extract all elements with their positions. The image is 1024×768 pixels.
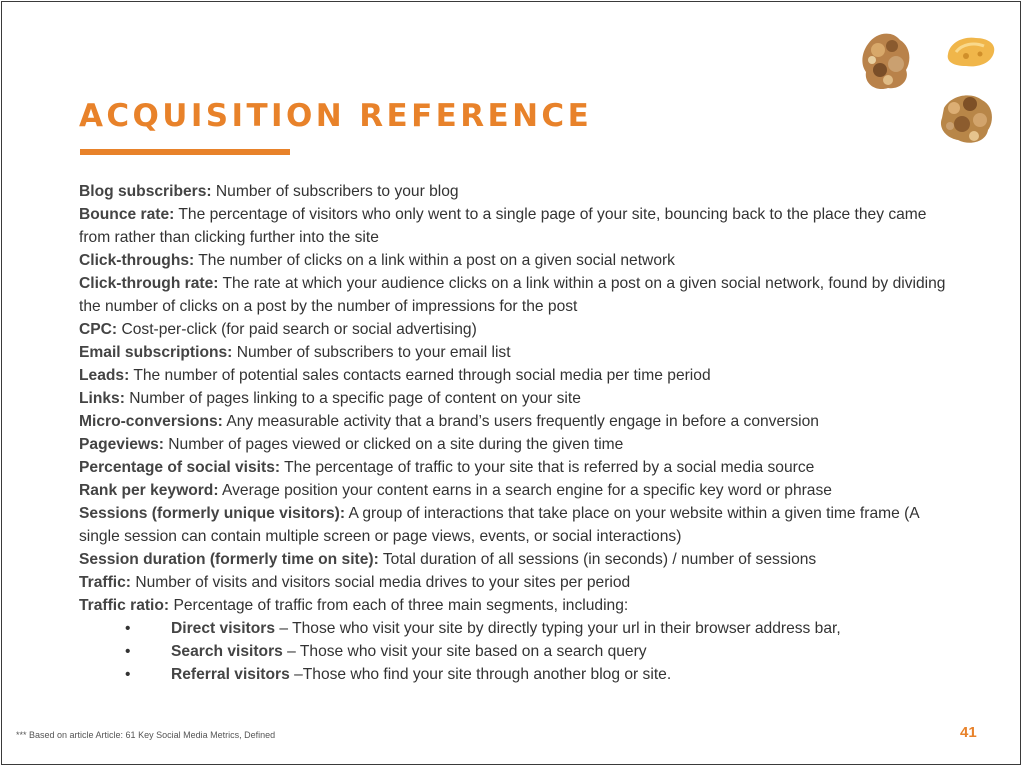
segment-term: Referral visitors <box>171 666 290 683</box>
definition-text: Number of pages linking to a specific page of content on your site <box>124 390 581 407</box>
definition-entry <box>79 479 959 502</box>
definition-text: A group of interactions that take place on your website within a given time frame (A single session can contain multiple screen or page views, events, or social interactions) <box>79 505 919 545</box>
list-item <box>79 617 959 640</box>
traffic-segments-list <box>79 617 959 686</box>
bullet-icon: • <box>125 666 131 683</box>
definition-entry <box>79 387 959 410</box>
definition-entry <box>79 203 959 249</box>
definition-text: The percentage of visitors who only went to a single page of your site, bouncing back to the place they came from rather than clicking further into the site <box>79 206 927 246</box>
definition-term: Percentage of social visits: <box>79 459 281 476</box>
definition-term: Traffic: <box>79 574 131 591</box>
definition-term: Pageviews: <box>79 436 164 453</box>
definition-text: The number of clicks on a link within a post on a given social network <box>194 252 675 269</box>
list-item <box>79 640 959 663</box>
definition-text: Number of pages viewed or clicked on a site during the given time <box>163 436 624 453</box>
definition-entry <box>79 548 959 571</box>
definition-term: Rank per keyword: <box>79 482 219 499</box>
definition-text: Cost-per-click (for paid search or social advertising) <box>117 321 477 338</box>
definition-term: Blog subscribers: <box>79 183 212 200</box>
definition-text: Number of visits and visitors social media drives to your sites per period <box>131 574 631 591</box>
definition-term: Click-through rate: <box>79 275 219 292</box>
definition-text: The rate at which your audience clicks on a link within a post on a given social network, found by dividing the number of clicks on a post by the number of impressions for the post <box>79 275 946 315</box>
page-number: 41 <box>960 724 977 741</box>
definition-entry <box>79 249 959 272</box>
definition-term: Micro-conversions: <box>79 413 223 430</box>
definition-term: Bounce rate: <box>79 206 175 223</box>
title-underline <box>80 149 290 155</box>
definition-text: Number of subscribers to your email list <box>232 344 511 361</box>
definition-text: Total duration of all sessions (in seconds) / number of sessions <box>378 551 817 568</box>
definition-entry <box>79 272 959 318</box>
definition-entry <box>79 180 959 203</box>
list-item <box>79 663 959 686</box>
segment-term: Search visitors <box>171 643 283 660</box>
definition-term: Email subscriptions: <box>79 344 233 361</box>
cereal-flake-icon <box>944 34 998 70</box>
definition-text: Number of subscribers to your blog <box>211 183 459 200</box>
page-title: ACQUISITION REFERENCE <box>79 98 593 134</box>
definition-entry <box>79 502 959 548</box>
segment-text: –Those who find your site through another blog or site. <box>289 666 672 683</box>
bullet-icon: • <box>125 643 131 660</box>
definition-term: Traffic ratio: <box>79 597 170 614</box>
definition-entry <box>79 571 959 594</box>
cereal-cluster-icon <box>936 90 996 146</box>
definition-entry <box>79 456 959 479</box>
definition-text: Average position your content earns in a search engine for a specific key word or phrase <box>218 482 832 499</box>
definitions-list <box>79 180 959 686</box>
cereal-cluster-icon <box>858 30 914 92</box>
bullet-icon: • <box>125 620 131 637</box>
definition-entry <box>79 594 959 617</box>
definition-entry <box>79 364 959 387</box>
segment-text: – Those who visit your site based on a search query <box>282 643 647 660</box>
definition-term: Session duration (formerly time on site): <box>79 551 379 568</box>
definition-term: Click-throughs: <box>79 252 195 269</box>
definition-term: Leads: <box>79 367 130 384</box>
definition-text: The percentage of traffic to your site that is referred by a social media source <box>280 459 815 476</box>
definition-entry <box>79 318 959 341</box>
definition-text: Percentage of traffic from each of three main segments, including: <box>169 597 629 614</box>
segment-text: – Those who visit your site by directly typing your url in their browser address bar, <box>275 620 841 637</box>
definition-entry <box>79 433 959 456</box>
definition-term: CPC: <box>79 321 118 338</box>
definition-text: Any measurable activity that a brand’s users frequently engage in before a conversion <box>222 413 819 430</box>
definition-text: The number of potential sales contacts earned through social media per time period <box>129 367 711 384</box>
footnote: *** Based on article Article: 61 Key Social Media Metrics, Defined <box>16 730 276 740</box>
definition-entry <box>79 410 959 433</box>
segment-term: Direct visitors <box>171 620 276 637</box>
definition-term: Sessions (formerly unique visitors): <box>79 505 346 522</box>
definition-entry <box>79 341 959 364</box>
definition-term: Links: <box>79 390 125 407</box>
